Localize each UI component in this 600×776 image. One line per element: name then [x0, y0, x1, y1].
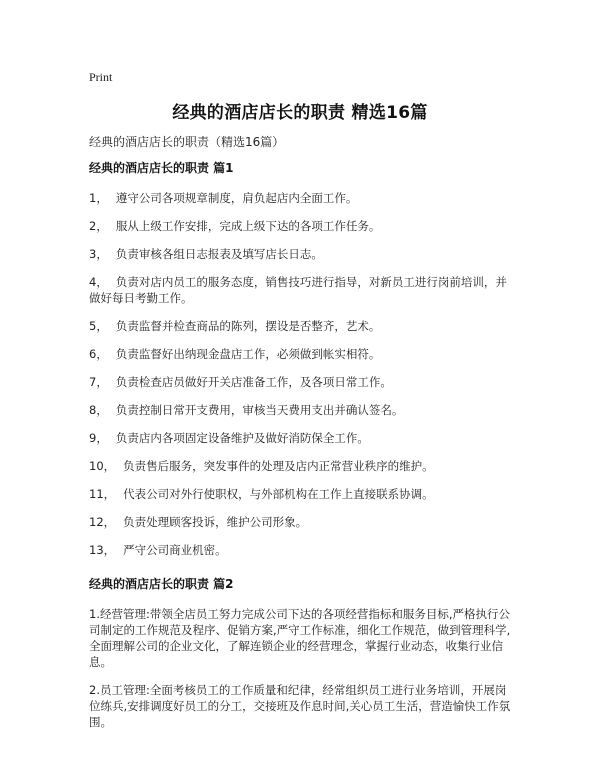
list-item [89, 458, 513, 474]
item-number: 11， [89, 487, 116, 501]
item-text: 代表公司对外行使职权，与外部机构在工作上直接联系协调。 [123, 487, 434, 501]
item-number: 5， [89, 319, 108, 333]
item-text: 负责检查店员做好开关店准备工作，及各项日常工作。 [115, 375, 392, 389]
item-text: 负责处理顾客投诉，维护公司形象。 [123, 515, 308, 529]
section-heading-2: 经典的酒店店长的职责 篇2 [89, 577, 234, 591]
item-number: 7， [89, 375, 108, 389]
page-title: 经典的酒店店长的职责 精选16篇 [172, 103, 428, 123]
page-subtitle: 经典的酒店店长的职责（精选16篇） [89, 135, 285, 149]
document-body [89, 160, 513, 742]
item-number: 1， [89, 191, 108, 205]
list-item [89, 246, 513, 262]
item-number: 6， [89, 347, 108, 361]
list-item [89, 402, 513, 418]
item-text: 负责店内各项固定设备维护及做好消防保全工作。 [115, 431, 369, 445]
section-heading-1: 经典的酒店店长的职责 篇1 [89, 161, 234, 175]
item-number: 2， [89, 219, 108, 233]
paragraph: 2.员工管理:全面考核员工的工作质量和纪律，经常组织员工进行业务培训，开展岗位练兵,安排调度好员工的分工，交接班及作息时间,关心员工生活，营造愉快工作氛围。 [89, 683, 511, 729]
item-number: 9， [89, 431, 108, 445]
item-number: 4， [89, 275, 108, 289]
item-text: 负责对店内员工的服务态度，销售技巧进行指导，对新员工进行岗前培训，并做好每日考勤工作。 [89, 275, 507, 305]
item-text: 服从上级工作安排，完成上级下达的各项工作任务。 [115, 219, 381, 233]
list-item [89, 374, 513, 390]
list-item [89, 218, 513, 234]
item-number: 12， [89, 515, 116, 529]
list-item [89, 486, 513, 502]
item-text: 遵守公司各项规章制度，肩负起店内全面工作。 [115, 191, 358, 205]
item-number: 3， [89, 247, 108, 261]
paragraph: 1.经营管理:带领全店员工努力完成公司下达的各项经营指标和服务目标,严格执行公司制定的工作规范及程序、促销方案,严守工作标准，细化工作规范，做到管理科学,全面理解公司的企业文化，了解连锁企业的经营理念，掌握行业动态，收集行业信息。 [89, 607, 511, 669]
list-item [89, 542, 513, 558]
list-item [89, 514, 513, 530]
list-item [89, 346, 513, 362]
item-text: 负责审核各组日志报表及填写店长日志。 [115, 247, 323, 261]
item-number: 10， [89, 459, 116, 473]
item-text: 负责控制日常开支费用，审核当天费用支出并确认签名。 [115, 403, 404, 417]
print-label[interactable]: Print [89, 70, 113, 84]
list-item [89, 430, 513, 446]
item-text: 负责监督并检查商品的陈列，摆设是否整齐，艺术。 [115, 319, 381, 333]
item-number: 13， [89, 543, 116, 557]
item-text: 负责售后服务，突发事件的处理及店内正常营业秩序的维护。 [123, 459, 434, 473]
list-item [89, 190, 513, 206]
item-text: 负责监督好出纳现金盘店工作，必须做到帐实相符。 [115, 347, 381, 361]
list-item [89, 274, 513, 306]
item-text: 严守公司商业机密。 [123, 543, 227, 557]
list-item [89, 318, 513, 334]
item-number: 8， [89, 403, 108, 417]
